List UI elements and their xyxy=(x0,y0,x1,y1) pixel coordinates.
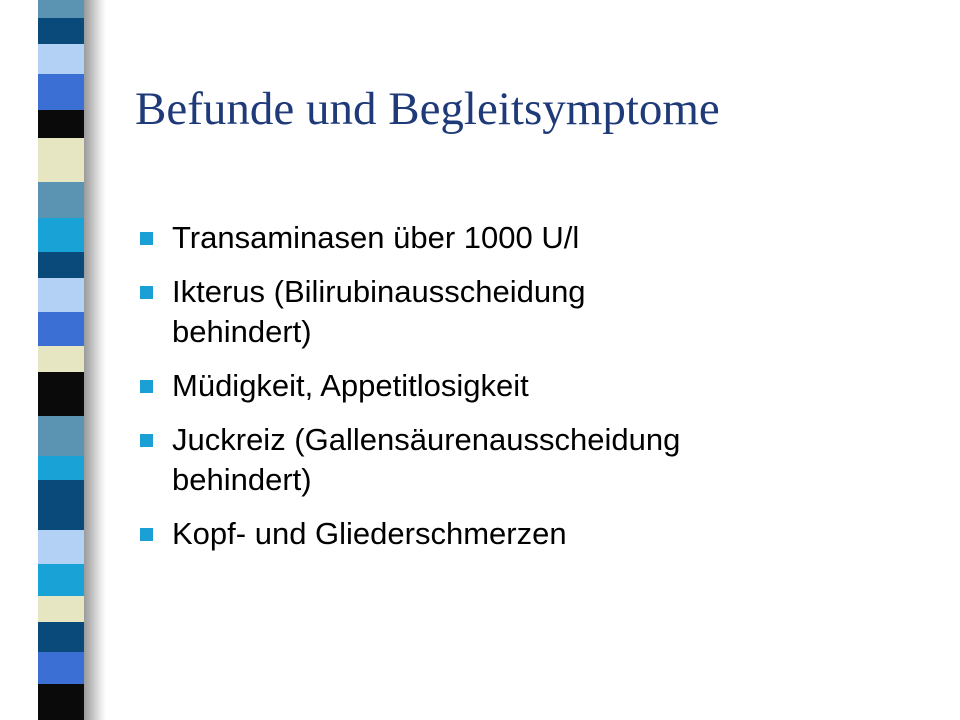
strip-block xyxy=(38,18,84,44)
strip-block xyxy=(38,278,84,312)
bullet-list xyxy=(140,218,920,568)
bullet-item xyxy=(140,420,920,500)
strip-block xyxy=(38,0,84,18)
strip-block xyxy=(38,182,84,218)
strip-block xyxy=(38,372,84,416)
square-bullet-icon xyxy=(140,286,153,299)
strip-shadow xyxy=(84,0,106,720)
bullet-text: Kopf- und Gliederschmerzen xyxy=(172,516,567,551)
strip-block xyxy=(38,456,84,480)
strip-block xyxy=(38,346,84,372)
strip-block xyxy=(38,596,84,622)
bullet-text: Juckreiz (Gallensäurenausscheidung xyxy=(172,422,681,457)
bullet-text: Transaminasen über 1000 U/l xyxy=(172,220,580,255)
strip-block xyxy=(38,684,84,720)
strip-block xyxy=(38,564,84,596)
square-bullet-icon xyxy=(140,434,153,447)
square-bullet-icon xyxy=(140,380,153,393)
decorative-strip xyxy=(38,0,84,720)
square-bullet-icon xyxy=(140,232,153,245)
strip-block xyxy=(38,530,84,564)
strip-block xyxy=(38,416,84,456)
bullet-text: behindert) xyxy=(172,462,312,497)
square-bullet-icon xyxy=(140,528,153,541)
strip-block xyxy=(38,138,84,182)
bullet-text: behindert) xyxy=(172,314,312,349)
bullet-item xyxy=(140,218,920,258)
strip-block xyxy=(38,218,84,252)
strip-block xyxy=(38,44,84,74)
bullet-item xyxy=(140,514,920,554)
strip-block xyxy=(38,110,84,138)
strip-block xyxy=(38,622,84,652)
strip-block xyxy=(38,312,84,346)
strip-block xyxy=(38,74,84,110)
strip-block xyxy=(38,252,84,278)
bullet-text: Ikterus (Bilirubinausscheidung xyxy=(172,274,586,309)
strip-block xyxy=(38,480,84,530)
slide-title: Befunde und Begleitsymptome xyxy=(135,83,720,135)
bullet-item xyxy=(140,366,920,406)
bullet-text: Müdigkeit, Appetitlosigkeit xyxy=(172,368,529,403)
bullet-item xyxy=(140,272,920,352)
strip-block xyxy=(38,652,84,684)
